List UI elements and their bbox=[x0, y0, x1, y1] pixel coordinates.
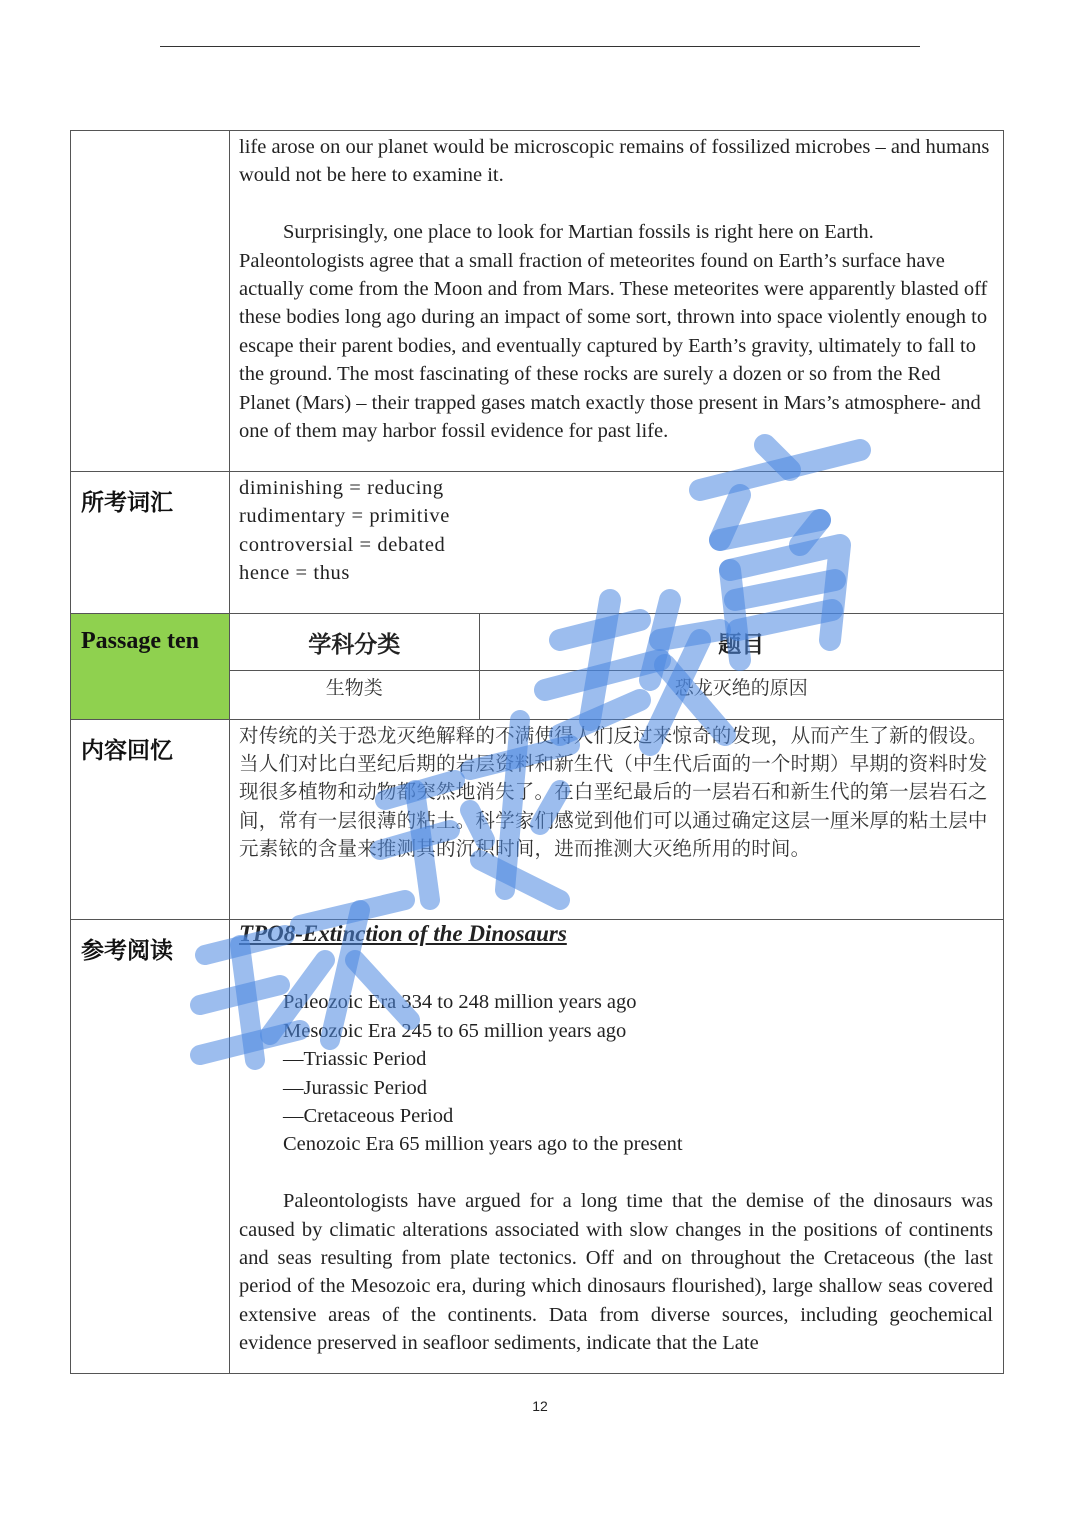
era-item: —Jurassic Period bbox=[283, 1076, 428, 1099]
subject-value: 生物类 bbox=[230, 671, 479, 720]
continuation-para-1: life arose on our planet would be microscopic remains of fossilized microbes – and humans would not be here to examine it. bbox=[239, 136, 990, 187]
era-list bbox=[239, 988, 993, 1158]
recall-label: 内容回忆 bbox=[71, 720, 230, 920]
era-item: Mesozoic Era 245 to 65 million years ago bbox=[283, 1019, 627, 1042]
vocab-item: hence = thus bbox=[239, 562, 350, 585]
passage-label: Passage ten bbox=[71, 614, 230, 720]
reference-label: 参考阅读 bbox=[71, 920, 230, 1374]
passage-info-table bbox=[230, 614, 1003, 719]
label-empty bbox=[71, 131, 230, 472]
header-rule bbox=[160, 46, 920, 47]
vocab-label: 所考词汇 bbox=[71, 472, 230, 614]
era-item: Paleozoic Era 334 to 248 million years ago bbox=[283, 991, 637, 1014]
recall-text: 对传统的关于恐龙灭绝解释的不满使得人们反过来惊奇的发现，从而产生了新的假设。当人们对比白垩纪后期的岩层资料和新生代（中生代后面的一个时期）早期的资料时发现很多植物和动物都突然地消失了。在白垩纪最后的一层岩石和新生代的第一层岩石之间，常有一层很薄的粘土。科学家们感觉到他们可以通过确定这层一厘米厚的粘土层中元素铱的含量来推测其的沉积时间，进而推测大灭绝所用的时间。 bbox=[239, 724, 988, 860]
continuation-para-2: Surprisingly, one place to look for Martian fossils is right here on Earth. Paleontologists agree that a small fraction of meteorites found on Earth’s surface have actually come from the Moon and from Mars. These meteorites were apparently blasted off these bodies long ago during an impact of some sort, thrown into space violently enough to escape their parent bodies, and eventually captured by Earth’s gravity, ultimately to fall to the ground. The most fascinating of these rocks are surely a dozen or so from the Red Planet (Mars) – their trapped gases match exactly those present in Mars’s atmosphere- and one of them may harbor fossil evidence for past life. bbox=[239, 221, 988, 443]
page-number: 12 bbox=[532, 1398, 548, 1414]
row-vocab bbox=[71, 472, 1004, 614]
vocab-item: controversial = debated bbox=[239, 533, 446, 556]
vocab-item: rudimentary = primitive bbox=[239, 505, 450, 528]
topic-header: 题目 bbox=[479, 614, 1003, 671]
era-item: —Cretaceous Period bbox=[283, 1105, 454, 1128]
reference-cell bbox=[230, 920, 1004, 1374]
era-item: Cenozoic Era 65 million years ago to the present bbox=[283, 1133, 683, 1156]
row-recall bbox=[71, 720, 1004, 920]
row-reference bbox=[71, 920, 1004, 1374]
passage-info-cell bbox=[230, 614, 1004, 720]
topic-value: 恐龙灭绝的原因 bbox=[674, 677, 808, 699]
continuation-cell bbox=[230, 131, 1004, 472]
era-item: —Triassic Period bbox=[283, 1048, 427, 1071]
vocab-cell bbox=[230, 472, 1004, 614]
row-passage bbox=[71, 614, 1004, 720]
study-table bbox=[70, 130, 1004, 1374]
recall-cell bbox=[230, 720, 1004, 920]
reference-title: TPO8-Extinction of the Dinosaurs bbox=[239, 921, 567, 946]
vocab-item: diminishing = reducing bbox=[239, 477, 444, 499]
subject-header: 学科分类 bbox=[230, 614, 479, 671]
row-continuation bbox=[71, 131, 1004, 472]
reference-paragraph: Paleontologists have argued for a long time that the demise of the dinosaurs was caused by climatic alterations associated with slow changes in the positions of continents and seas resulting from plate tectonics. Off and on throughout the Cretaceous (the last period of the Mesozoic era, during which dinosaurs flourished), large shallow seas covered extensive areas of the continents. Data from diverse sources, including geochemical evidence preserved in seafloor sediments, indicate that the Late bbox=[239, 1190, 993, 1355]
